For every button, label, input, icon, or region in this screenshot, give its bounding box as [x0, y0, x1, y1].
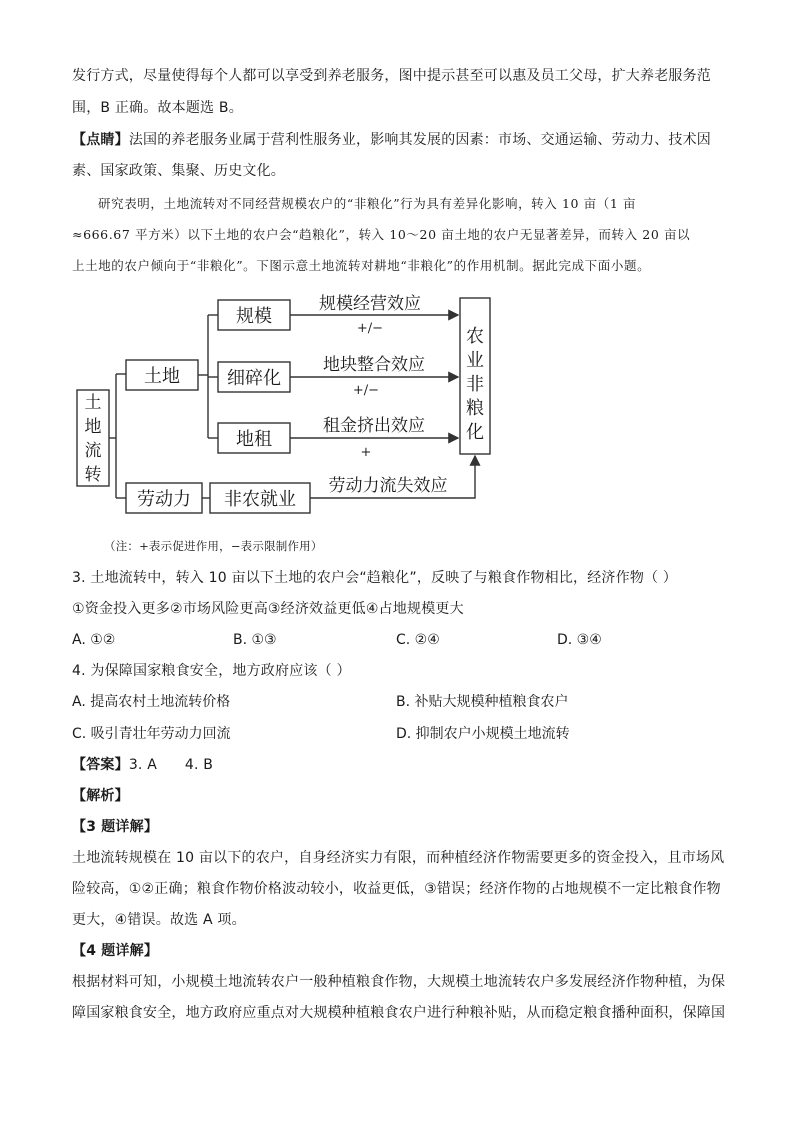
result-char: 粮 — [466, 398, 484, 419]
scale-label: 规模 — [236, 306, 272, 327]
q4-detail-tag: 【4 题详解】 — [72, 943, 159, 959]
nonfarm-label: 非农就业 — [224, 489, 296, 510]
q4-option-b[interactable]: B. 补贴大规模种植粮食农户 — [396, 694, 569, 710]
result-char: 业 — [466, 350, 484, 371]
answer-line — [72, 755, 722, 775]
q4-stem: 4. 为保障国家粮食安全，地方政府应该（ ） — [72, 663, 351, 679]
q3-detail-line: 更大，④错误。故选 A 项。 — [72, 912, 246, 928]
land-label: 土地 — [144, 366, 180, 387]
root-char: 转 — [84, 465, 102, 485]
q4-option-c[interactable]: C. 吸引青壮年劳动力回流 — [72, 726, 231, 742]
effect-scale-sign: +/− — [356, 321, 384, 336]
q3-option-c[interactable]: C. ②④ — [396, 632, 440, 648]
fragment-label: 细碎化 — [227, 368, 281, 389]
dianjing-text: 法国的养老服务业属于营利性服务业，影响其发展的因素：市场、交通运输、劳动力、技术因 — [128, 132, 712, 148]
answer-tag: 【答案】 — [72, 757, 129, 773]
effect-rent-sign: + — [360, 445, 372, 460]
rent-label: 地租 — [236, 429, 272, 450]
q4-detail-line: 障国家粮食安全，地方政府应重点对大规模种植粮食农户进行种粮补贴，从而稳定粮食播种面积，保障国 — [72, 1005, 726, 1021]
material-line: 上土地的农户倾向于“非粮化”。下图示意土地流转对耕地“非粮化”的作用机制。据此完成下面小题。 — [72, 258, 651, 273]
effect-scale: 规模经营效应 — [319, 294, 421, 314]
q3-option-b[interactable]: B. ①③ — [233, 632, 277, 648]
q3-detail-tag: 【3 题详解】 — [72, 819, 159, 835]
effect-fragment: 地块整合效应 — [323, 355, 425, 375]
q4-option-d[interactable]: D. 抑制农户小规模土地流转 — [396, 726, 570, 742]
paragraph-line: 围，B 正确。故本题选 B。 — [72, 100, 243, 116]
q3-detail-line: 土地流转规模在 10 亩以下的农户，自身经济实力有限，而种植经济作物需要更多的资金投入，且市场风 — [72, 850, 725, 866]
q4-detail-line: 根据材料可知，小规模土地流转农户一般种植粮食作物，大规模土地流转农户多发展经济作物种植，为保 — [72, 974, 726, 990]
material-line: 研究表明，土地流转对不同经营规模农户的“非粮化”行为具有差异化影响，转入 10 亩（1 亩 — [98, 196, 637, 211]
q3-option-d[interactable]: D. ③④ — [557, 632, 602, 648]
q3-stem: 3. 土地流转中，转入 10 亩以下土地的农户会“趋粮化”，反映了与粮食作物相比，经济作物（ ） — [72, 570, 678, 586]
paragraph-line: 发行方式，尽量使得每个人都可以享受到养老服务，图中提示甚至可以惠及员工父母，扩大养老服务范 — [72, 68, 711, 84]
dianjing-line — [72, 130, 722, 150]
root-char: 地 — [84, 417, 102, 437]
effect-fragment-sign: +/− — [352, 383, 380, 398]
analysis-tag: 【解析】 — [72, 788, 129, 804]
effect-rent: 租金挤出效应 — [323, 416, 425, 436]
result-char: 化 — [466, 422, 484, 443]
q4-option-a[interactable]: A. 提高农村土地流转价格 — [72, 694, 231, 710]
result-char: 非 — [466, 374, 484, 395]
effect-labor: 劳动力流失效应 — [328, 476, 448, 496]
root-char: 土 — [84, 393, 102, 413]
dianjing-tag: 【点睛】 — [72, 132, 129, 148]
q3-statements: ①资金投入更多②市场风险更高③经济效益更低④占地规模更大 — [72, 601, 464, 617]
q3-detail-line: 险较高，①②正确；粮食作物价格波动较小，收益更低，③错误；经济作物的占地规模不一定比粮食作物 — [72, 881, 721, 897]
paragraph-line: 素、国家政策、集聚、历史文化。 — [72, 163, 285, 179]
material-line: ≈666.67 平方米）以下土地的农户会“趋粮化”，转入 10～20 亩土地的农户无显著差异，而转入 20 亩以 — [72, 227, 691, 242]
answer-text: 3. A 4. B — [128, 757, 214, 773]
diagram-note: （注：+表示促进作用，−表示限制作用） — [104, 539, 323, 553]
root-char: 流 — [84, 441, 102, 461]
result-char: 农 — [466, 326, 484, 347]
labor-label: 劳动力 — [137, 489, 191, 510]
mechanism-diagram — [70, 290, 500, 525]
q3-option-a[interactable]: A. ①② — [72, 632, 116, 648]
